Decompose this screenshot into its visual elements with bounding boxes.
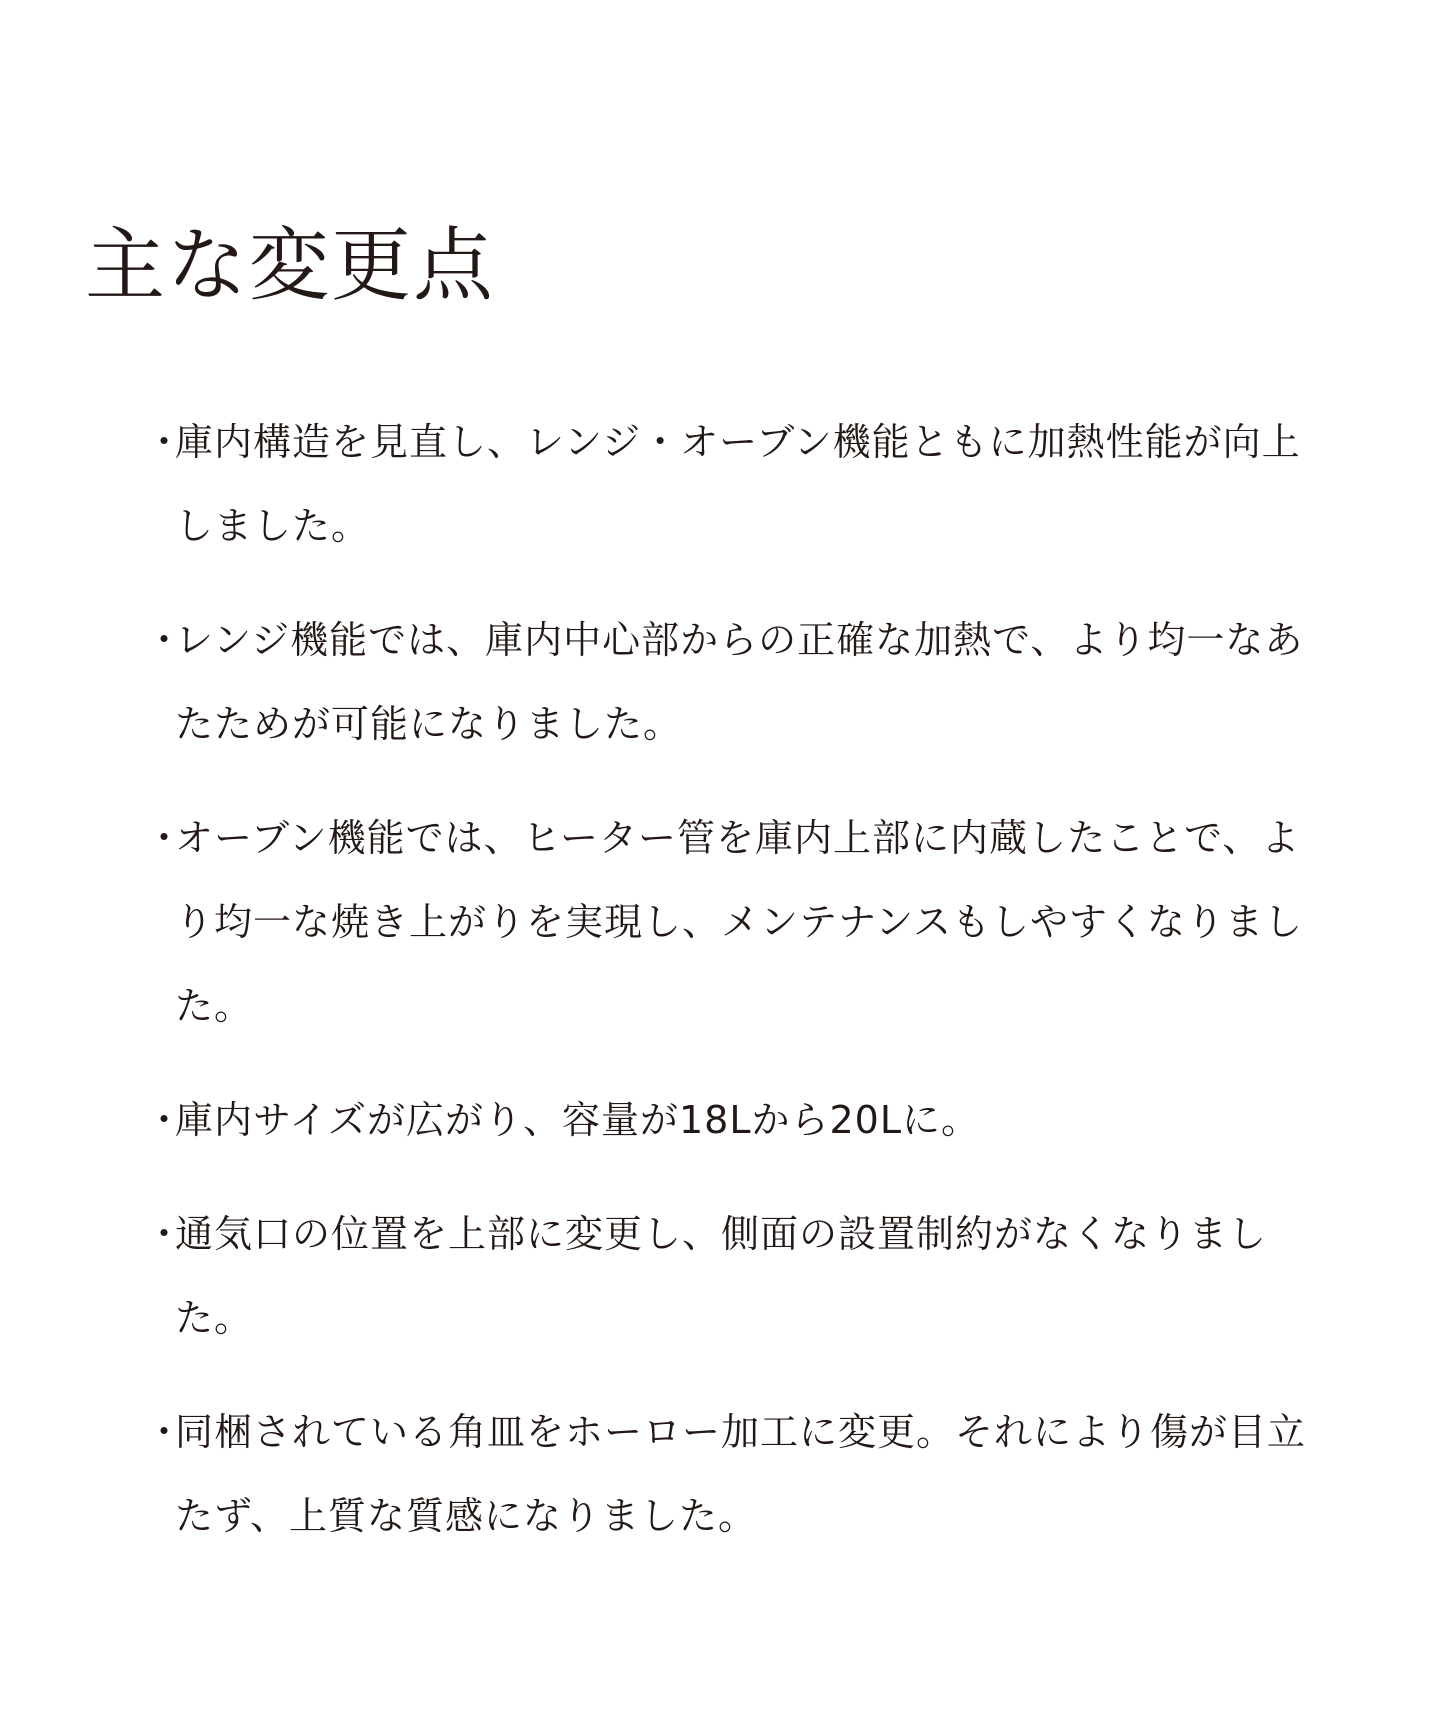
list-item-text: レンジ機能では、庫内中心部からの正確な加熱で、より均一なあたためが可能になりました。	[175, 618, 1304, 746]
bullet-marker: ・	[145, 618, 185, 662]
list-item	[145, 400, 1325, 568]
list-item-text: 同梱されている角皿をホーロー加工に変更。それにより傷が目立たず、上質な質感になりました。	[175, 1410, 1307, 1538]
change-list	[145, 400, 1325, 1588]
bullet-marker: ・	[145, 1212, 185, 1256]
page-title: 主な変更点	[85, 219, 495, 312]
list-item-text: 庫内サイズが広がり、容量が18Lから20Lに。	[175, 1098, 981, 1142]
list-item	[145, 1192, 1325, 1360]
list-item	[145, 796, 1325, 1048]
list-item	[145, 1078, 1325, 1162]
list-item-text: 庫内構造を見直し、レンジ・オーブン機能ともに加熱性能が向上しました。	[175, 420, 1301, 548]
list-item-text: オーブン機能では、ヒーター管を庫内上部に内蔵したことで、より均一な焼き上がりを実現し、メンテナンスもしやすくなりました。	[175, 816, 1303, 1028]
list-item-text: 通気口の位置を上部に変更し、側面の設置制約がなくなりました。	[175, 1212, 1268, 1340]
list-item	[145, 598, 1325, 766]
bullet-marker: ・	[145, 1098, 185, 1142]
bullet-marker: ・	[145, 1410, 185, 1454]
list-item	[145, 1390, 1325, 1558]
bullet-marker: ・	[145, 816, 185, 860]
bullet-marker: ・	[145, 420, 185, 464]
